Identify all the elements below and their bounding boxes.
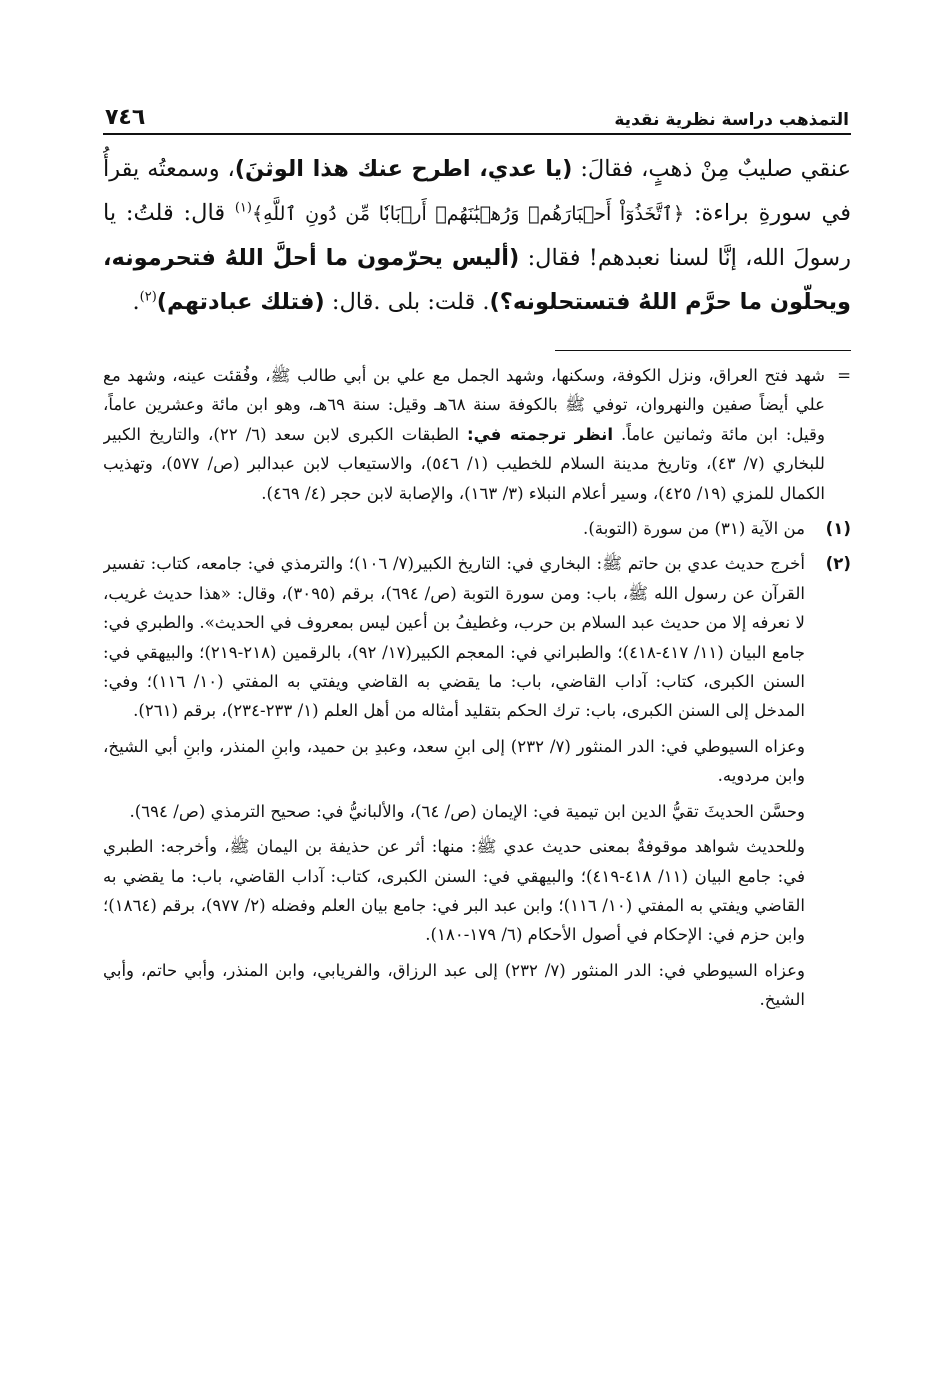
main-text-segment: عنقي صليبٌ مِنْ ذهبٍ، فقالَ: bbox=[572, 156, 851, 182]
footnote-number: (١) bbox=[825, 519, 851, 539]
footnote-number: (٢) bbox=[825, 554, 851, 574]
footnote-bold-label: انظر ترجمته في: bbox=[467, 424, 614, 444]
continuation-marker: = bbox=[837, 366, 851, 385]
running-header bbox=[103, 96, 851, 135]
main-text bbox=[103, 147, 851, 324]
quran-verse: ﴿ٱتَّخَذُوٓاْ أَحۡبَارَهُمۡ وَرُهۡبَٰنَهُمۡ أَرۡبَابٗا مِّن دُونِ ٱللَّهِ﴾ bbox=[251, 203, 685, 225]
footnote-text: من الآية (٣١) من سورة (التوبة). bbox=[583, 519, 805, 539]
footnote-separator bbox=[555, 350, 851, 351]
main-paragraph bbox=[103, 147, 851, 324]
main-text-segment: . bbox=[132, 289, 140, 315]
hadith-quote: (فتلك عبادتهم) bbox=[156, 289, 325, 315]
footnote-text: وحسَّن الحديثَ تقيُّ الدين ابن تيمية في: الإيمان (ص/ ٦٤)، والألبانيُّ في: صحيح الترمذي (ص/ ٦٩٤). bbox=[129, 801, 805, 821]
hadith-quote: (أليس يحرّمون ما أحلَّ اللهُ فتحرمونه، ويحلّون ما حرَّم اللهُ فتستحلونه؟) bbox=[103, 245, 851, 315]
running-title: التمذهب دراسة نظرية نقدية bbox=[614, 110, 849, 130]
footnote-text: وعزاه السيوطي في: الدر المنثور (٧/ ٢٣٢) إلى عبد الرزاق، والفريابي، وابن المنذر، وأبي حاتم، وأبي الشيخ. bbox=[103, 960, 805, 1010]
footnote-continuation bbox=[103, 361, 851, 508]
footnote-ref-2: (٢) bbox=[139, 289, 157, 305]
main-text-segment: . قلت: بلى .قال: bbox=[324, 289, 490, 315]
footnote-text: شهد فتح العراق، ونزل الكوفة، وسكنها، وشهد الجمل مع علي بن أبي طالب ﷺ، وفُقئت عينه، وشهد مع علي أيضاً صفين والنهروان، توفي ﷺ بالكوفة سنة ٦٨هـ وقيل: سنة ٦٩هـ، وهو ابن مائة وعشرين عاماً، وقيل: ابن مائة وثمانين عاماً. bbox=[103, 366, 825, 444]
page-number: ٧٤٦ bbox=[105, 105, 146, 130]
continuation-text bbox=[103, 361, 825, 508]
footnote-text: أخرج حديث عدي بن حاتم ﷺ: البخاري في: التاريخ الكبير(٧/ ١٠٦)؛ والترمذي في: جامعه، كتاب: تفسير القرآن عن رسول الله ﷺ، باب: ومن سورة التوبة (ص/ ٦٩٤)، برقم (٣٠٩٥)، وقال: «هذا حديث غريب، لا نعرفه إلا من حديث عبد السلام بن حرب، وغطيفُ بن أعين ليس بمعروف في الحديث». والطبري في: جامع البيان (١١/ ٤١٧-٤١٨)؛ والطبراني في: المعجم الكبير(١٧/ ٩٢)، بالرقمين (٢١٨-٢١٩)؛ والبيهقي في: السنن الكبرى، كتاب: آداب القاضي، باب: ما يقضي به القاضي ويفتي به المفتي (١٠/ ١١٦)؛ وفي: المدخل إلى السنن الكبرى، باب: ترك الحكم بتقليد أمثاله من أهل العلم (١/ ٢٣٣-٢٣٤)، برقم (٢٦١). bbox=[103, 554, 806, 721]
footnote-text: الطبقات الكبرى لابن سعد (٦/ ٢٢)، والتاريخ الكبير للبخاري (٧/ ٤٣)، وتاريخ مدينة السلام للخطيب (١/ ٥٤٦)، والاستيعاب لابن عبدالبر (ص/ ٥٧٧)، وتهذيب الكمال للمزي (١٩/ ٤٢٥)، وسير أعلام النبلاء (٣/ ١٦٣)، والإصابة لابن حجر (٤/ ٤٦٩). bbox=[103, 424, 825, 503]
main-text-segment: ، وسمعتُه يقرأُ في سورةِ براءة: bbox=[103, 156, 851, 226]
footnote-text: وللحديث شواهد موقوفةٌ بمعنى حديث عدي ﷺ: منها: أثر عن حذيفة بن اليمان ﷺ، وأخرجه: الطبري في: جامع البيان (١١/ ٤١٨-٤١٩)؛ والبيهقي في: السنن الكبرى، كتاب: آداب القاضي، باب: ما يقضي به القاضي ويفتي به المفتي (١٠/ ١١٦)؛ وابن عبد البر في: جامع بيان العلم وفضله (٢/ ٩٧٧)، برقم (١٨٦٤)؛ وابن حزم في: الإحكام في أصول الأحكام (٦/ ١٧٩-١٨٠). bbox=[103, 837, 805, 945]
footnote-2 bbox=[103, 549, 851, 1014]
book-page bbox=[103, 96, 851, 1376]
footnote-1 bbox=[103, 514, 851, 543]
footnote-ref-1: (١) bbox=[234, 200, 252, 216]
hadith-quote: (يا عدي، اطرح عنك هذا الوثنَ) bbox=[234, 156, 573, 182]
footnotes bbox=[103, 361, 851, 1015]
footnote-text: وعزاه السيوطي في: الدر المنثور (٧/ ٢٣٢) إلى ابنِ سعد، وعبدِ بن حميد، وابنِ المنذر، وابنِ أبي الشيخ، وابن مردويه. bbox=[103, 736, 805, 786]
main-text-segment: قال: قلتُ: يا رسولَ الله، إنَّا لسنا نعبدهم! فقال: bbox=[103, 200, 851, 271]
